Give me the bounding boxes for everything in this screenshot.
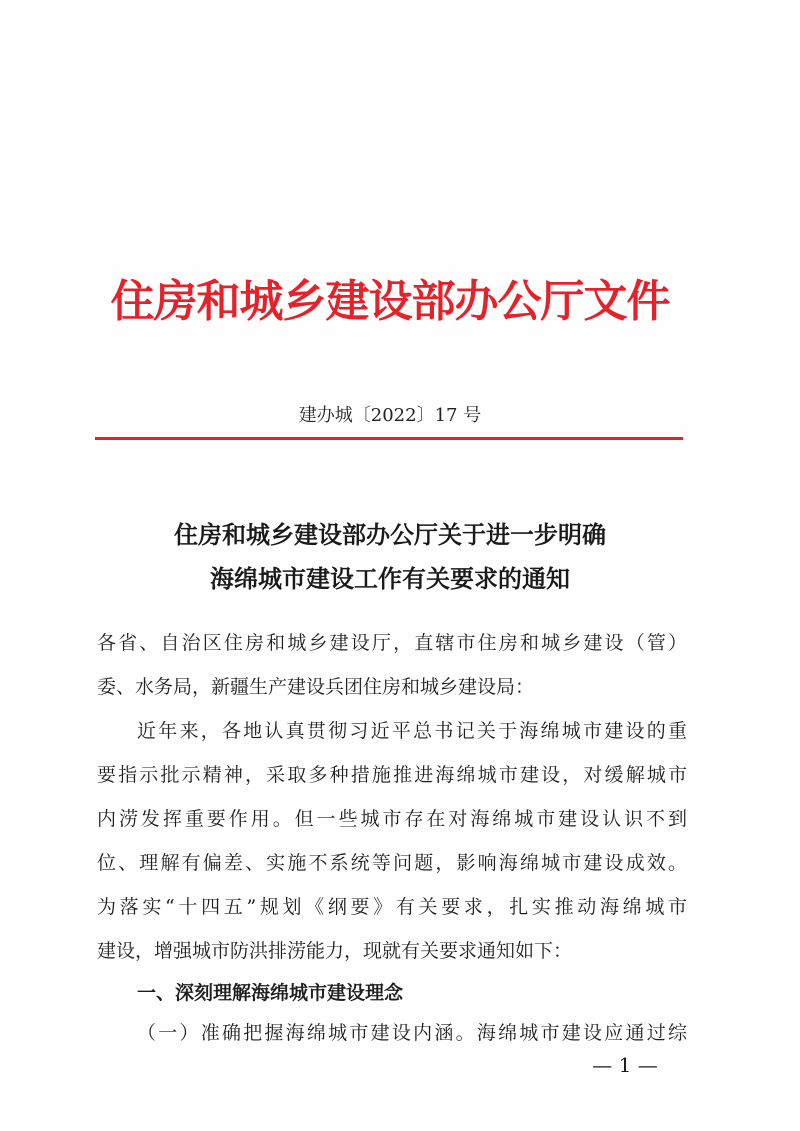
subsection-line: （一）准确把握海绵城市建设内涵。海绵城市建设应通过综 (137, 1022, 687, 1044)
section-heading: 一、深刻理解海绵城市建设理念 (137, 982, 404, 1004)
paragraph-line-2: 要指示批示精神，采取多种措施推进海绵城市建设，对缓解城市 (97, 764, 687, 786)
page-number: — 1 — (592, 1053, 658, 1077)
paragraph-line-5: 为落实“十四五”规划《纲要》有关要求，扎实推动海绵城市 (97, 896, 687, 918)
addressee-line-2: 委、水务局，新疆生产建设兵团住房和城乡建设局： (97, 676, 535, 698)
paragraph-line-1: 近年来，各地认真贯彻习近平总书记关于海绵城市建设的重 (137, 720, 687, 742)
addressee-line-1: 各省、自治区住房和城乡建设厅，直辖市住房和城乡建设（管） (97, 632, 687, 654)
paragraph-line-3: 内涝发挥重要作用。但一些城市存在对海绵城市建设认识不到 (97, 808, 687, 830)
paragraph-line-6: 建设，增强城市防洪排涝能力，现就有关要求通知如下： (97, 940, 573, 962)
document-masthead: 住房和城乡建设部办公厅文件 (110, 276, 670, 327)
red-divider-line (95, 437, 683, 440)
document-title-line-1: 住房和城乡建设部办公厅关于进一步明确 (174, 521, 606, 549)
document-title-line-2: 海绵城市建设工作有关要求的通知 (210, 565, 570, 593)
document-number: 建办城〔2022〕17 号 (298, 405, 482, 426)
paragraph-line-4: 位、理解有偏差、实施不系统等问题，影响海绵城市建设成效。 (97, 852, 687, 874)
